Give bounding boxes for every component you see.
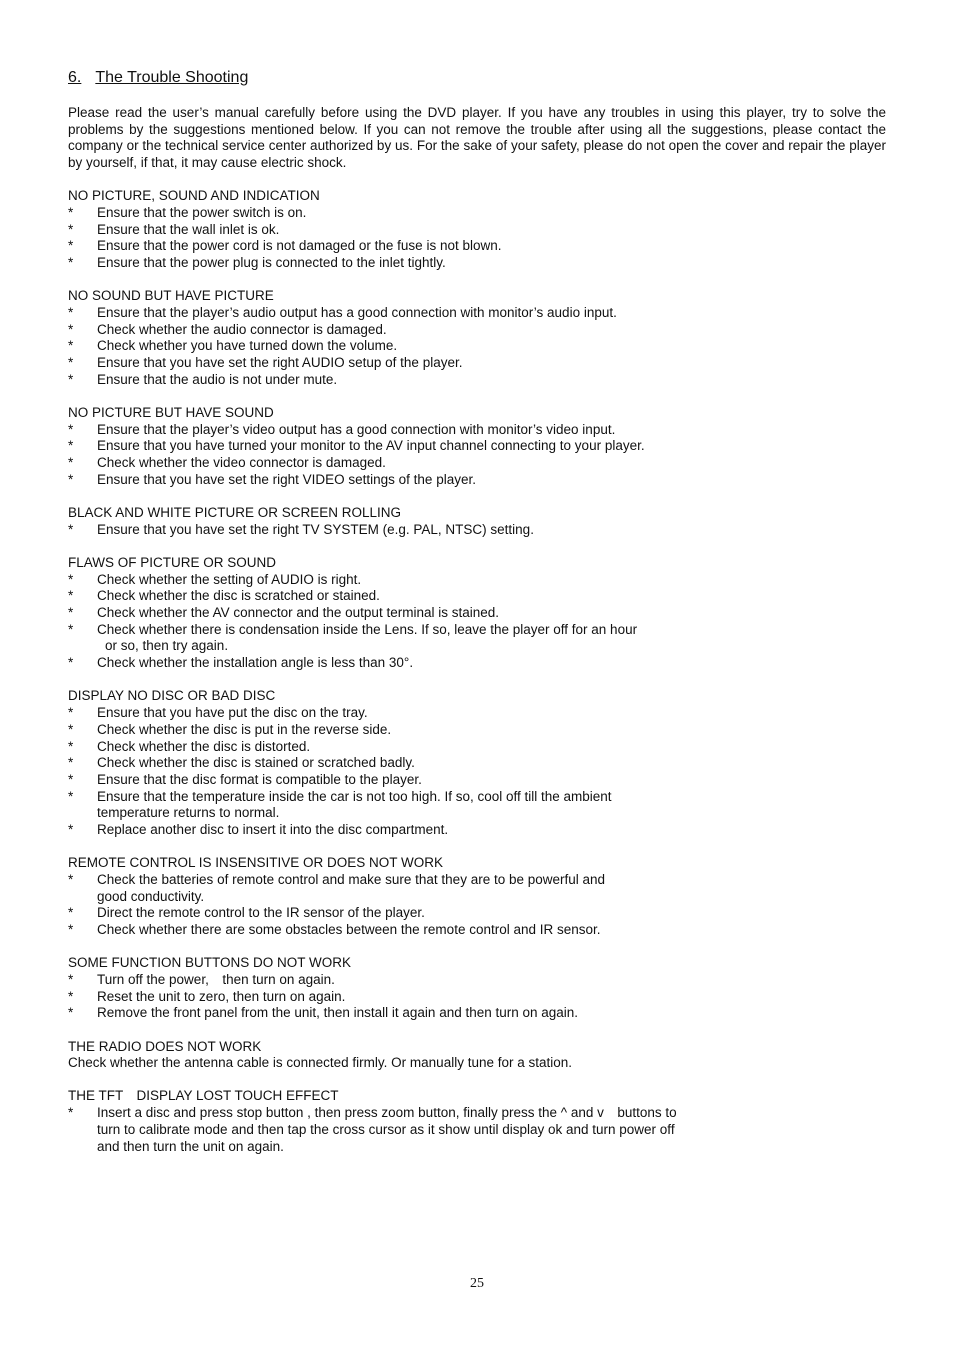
list-item [68, 572, 886, 589]
list-item-text: Ensure that the power switch is on. [97, 205, 307, 221]
list-item-text: Ensure that the temperature inside the car is not too high. If so, cool off till the ambient [97, 788, 612, 804]
troubleshooting-section [68, 188, 886, 272]
bullet-asterisk: * [68, 421, 74, 437]
list-item [68, 755, 886, 772]
bullet-asterisk: * [68, 371, 74, 387]
list-item [68, 322, 886, 339]
list-item-text: Check whether there are some obstacles between the remote control and IR sensor. [97, 922, 601, 938]
bullet-asterisk: * [68, 588, 74, 604]
list-item-text: Ensure that you have turned your monitor to the AV input channel connecting to your player. [97, 438, 645, 454]
troubleshooting-section [68, 855, 886, 939]
list-item-text: Check whether the setting of AUDIO is right. [97, 571, 362, 587]
bullet-asterisk: * [68, 822, 74, 838]
bullet-asterisk: * [68, 705, 74, 721]
list-item [68, 355, 886, 372]
page-number: 25 [470, 1276, 484, 1291]
section-heading: SOME FUNCTION BUTTONS DO NOT WORK [68, 955, 352, 971]
bullet-asterisk: * [68, 338, 74, 354]
list-item-text: Ensure that you have put the disc on the tray. [97, 705, 368, 721]
bullet-asterisk: * [68, 571, 74, 587]
list-item [68, 972, 886, 989]
bullet-asterisk: * [68, 221, 74, 237]
list-item-text: Ensure that the power cord is not damaged or the fuse is not blown. [97, 238, 502, 254]
list-item-continuation: or so, then try again. [105, 638, 229, 654]
list-item-text: Turn off the power, then turn on again. [97, 971, 335, 987]
list-item-continuation: turn to calibrate mode and then tap the cross cursor as it show until display ok and turn power off [97, 1121, 675, 1137]
list-item [68, 338, 886, 355]
intro-paragraph: Please read the user’s manual carefully before using the DVD player. If you have any troubles in using this player, try to solve the problems by the suggestions mentioned below. If you can not remove the trouble after using all the suggestions, please contact the company or the technical service center authorized by us. For the sake of your safety, please do not open the cover and repair the player by yourself, if that, it may cause electric shock. [68, 105, 886, 171]
list-item [68, 255, 886, 272]
troubleshooting-section [68, 505, 886, 538]
list-item-text: Ensure that you have set the right AUDIO setup of the player. [97, 355, 463, 371]
section-heading: NO PICTURE BUT HAVE SOUND [68, 405, 274, 421]
list-item-text: Ensure that the player’s video output has a good connection with monitor’s video input. [97, 421, 616, 437]
list-item [68, 422, 886, 439]
bullet-asterisk: * [68, 721, 74, 737]
bullet-asterisk: * [68, 455, 74, 471]
bullet-asterisk: * [68, 621, 74, 637]
bullet-asterisk: * [68, 988, 74, 1004]
list-item [68, 989, 886, 1006]
list-item [68, 772, 886, 789]
section-heading: BLACK AND WHITE PICTURE OR SCREEN ROLLING [68, 505, 402, 521]
list-item [68, 905, 886, 922]
bullet-asterisk: * [68, 471, 74, 487]
bullet-asterisk: * [68, 771, 74, 787]
list-item-continuation: good conductivity. [97, 888, 205, 904]
section-text: Check whether the antenna cable is connected firmly. Or manually tune for a station. [68, 1055, 573, 1071]
list-item [68, 922, 886, 939]
list-item [68, 522, 886, 539]
section-heading: REMOTE CONTROL IS INSENSITIVE OR DOES NOT WORK [68, 855, 444, 871]
section-heading: THE RADIO DOES NOT WORK [68, 1038, 262, 1054]
troubleshooting-section [68, 955, 886, 1022]
list-item-text: Check whether the disc is distorted. [97, 738, 311, 754]
list-item-text: Ensure that you have set the right TV SYSTEM (e.g. PAL, NTSC) setting. [97, 521, 534, 537]
list-item [68, 455, 886, 472]
list-item [68, 655, 886, 672]
list-item-text: Ensure that the disc format is compatible to the player. [97, 771, 422, 787]
troubleshooting-section [68, 688, 886, 838]
list-item [68, 622, 886, 655]
bullet-asterisk: * [68, 905, 74, 921]
bullet-asterisk: * [68, 1005, 74, 1021]
list-item-text: Check whether the disc is put in the reverse side. [97, 721, 392, 737]
list-item [68, 822, 886, 839]
bullet-asterisk: * [68, 922, 74, 938]
troubleshooting-sections [68, 188, 886, 1155]
page-title [68, 68, 886, 88]
bullet-asterisk: * [68, 255, 74, 271]
list-item-text: Insert a disc and press stop button , then press zoom button, finally press the ^ and v buttons to [97, 1105, 677, 1121]
bullet-asterisk: * [68, 305, 74, 321]
list-item-text: Check whether the installation angle is less than 30°. [97, 655, 414, 671]
list-item-text: Check whether there is condensation inside the Lens. If so, leave the player off for an hour [97, 621, 638, 637]
list-item-text: Check whether the AV connector and the output terminal is stained. [97, 605, 499, 621]
list-item [68, 372, 886, 389]
bullet-asterisk: * [68, 971, 74, 987]
bullet-asterisk: * [68, 321, 74, 337]
list-item [68, 1105, 886, 1155]
list-item-text: Check whether the audio connector is damaged. [97, 321, 387, 337]
bullet-asterisk: * [68, 1105, 74, 1121]
bullet-asterisk: * [68, 521, 74, 537]
bullet-asterisk: * [68, 738, 74, 754]
list-item-text: Ensure that the wall inlet is ok. [97, 221, 280, 237]
list-item-continuation: temperature returns to normal. [97, 805, 280, 821]
section-heading: DISPLAY NO DISC OR BAD DISC [68, 688, 276, 704]
bullet-asterisk: * [68, 438, 74, 454]
list-item-text: Replace another disc to insert it into the disc compartment. [97, 822, 449, 838]
list-item [68, 872, 886, 905]
section-heading: THE TFT DISPLAY LOST TOUCH EFFECT [68, 1088, 339, 1104]
section-heading: FLAWS OF PICTURE OR SOUND [68, 554, 277, 570]
list-item [68, 222, 886, 239]
bullet-asterisk: * [68, 355, 74, 371]
list-item [68, 789, 886, 822]
list-item-text: Remove the front panel from the unit, then install it again and then turn on again. [97, 1005, 579, 1021]
list-item [68, 472, 886, 489]
list-item [68, 588, 886, 605]
list-item [68, 605, 886, 622]
troubleshooting-section [68, 555, 886, 672]
section-heading: NO PICTURE, SOUND AND INDICATION [68, 188, 320, 204]
troubleshooting-section [68, 288, 886, 388]
list-item-text: Check whether the disc is scratched or stained. [97, 588, 380, 604]
list-item-text: Reset the unit to zero, then turn on again. [97, 988, 346, 1004]
list-item-text: Ensure that the player’s audio output has a good connection with monitor’s audio input. [97, 305, 617, 321]
list-item-text: Check whether the video connector is damaged. [97, 455, 386, 471]
list-item [68, 739, 886, 756]
list-item-text: Ensure that the audio is not under mute. [97, 371, 338, 387]
section-title: The Trouble Shooting [95, 69, 249, 86]
document-page [68, 68, 886, 1172]
bullet-asterisk: * [68, 788, 74, 804]
list-item-text: Ensure that the power plug is connected to the inlet tightly. [97, 255, 446, 271]
list-item-text: Ensure that you have set the right VIDEO settings of the player. [97, 471, 476, 487]
troubleshooting-section [68, 1039, 886, 1072]
section-heading: NO SOUND BUT HAVE PICTURE [68, 288, 274, 304]
list-item-text: Check whether the disc is stained or scratched badly. [97, 755, 415, 771]
list-item-text: Check whether you have turned down the volume. [97, 338, 398, 354]
list-item [68, 238, 886, 255]
bullet-asterisk: * [68, 655, 74, 671]
bullet-asterisk: * [68, 755, 74, 771]
list-item [68, 438, 886, 455]
list-item [68, 705, 886, 722]
list-item-text: Direct the remote control to the IR sensor of the player. [97, 905, 425, 921]
bullet-asterisk: * [68, 871, 74, 887]
list-item [68, 1005, 886, 1022]
list-item-continuation: and then turn the unit on again. [97, 1138, 284, 1154]
troubleshooting-section [68, 1088, 886, 1155]
list-item-text: Check the batteries of remote control and make sure that they are to be powerful and [97, 871, 606, 887]
list-item [68, 205, 886, 222]
bullet-asterisk: * [68, 605, 74, 621]
list-item [68, 722, 886, 739]
bullet-asterisk: * [68, 238, 74, 254]
list-item [68, 305, 886, 322]
section-number: 6. [68, 69, 82, 86]
troubleshooting-section [68, 405, 886, 489]
bullet-asterisk: * [68, 205, 74, 221]
